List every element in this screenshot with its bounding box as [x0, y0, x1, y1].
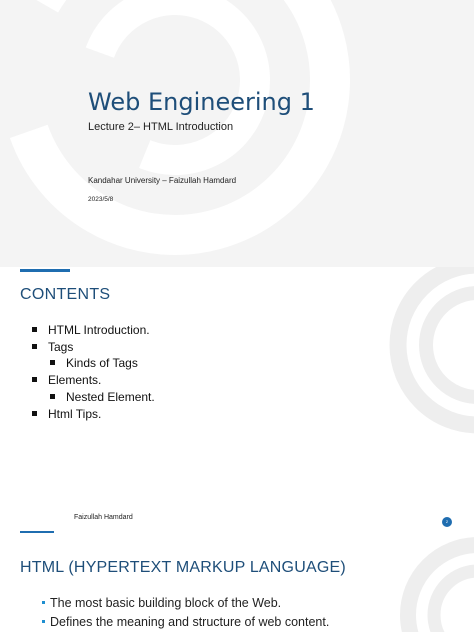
decorative-arcs-graphic [0, 0, 474, 267]
slide-heading: HTML (HYPERTEXT MARKUP LANGUAGE) [20, 559, 346, 576]
accent-bar [20, 269, 70, 272]
bullet-list [42, 594, 329, 632]
list-item: Nested Element. [50, 389, 155, 406]
page-number-badge: 2 [442, 517, 452, 527]
lecture-subtitle: Lecture 2– HTML Introduction [88, 121, 234, 133]
contents-heading: CONTENTS [20, 286, 111, 303]
list-item: The most basic building block of the Web. [42, 594, 329, 613]
html-intro-slide [0, 533, 474, 632]
presentation-date: 2023/5/8 [88, 196, 114, 203]
list-item: Html Tips. [32, 406, 155, 423]
contents-list [32, 322, 155, 422]
title-slide [0, 0, 474, 267]
list-item: Elements. [32, 372, 155, 389]
list-item: Defines the meaning and structure of web content. [42, 613, 329, 632]
author-line: Kandahar University – Faizullah Hamdard [88, 176, 237, 185]
slide-footer: Faizullah Hamdard [74, 514, 133, 521]
contents-slide [0, 267, 474, 533]
list-item: HTML Introduction. [32, 322, 155, 339]
list-item: Kinds of Tags [50, 355, 155, 372]
presentation-title: Web Engineering 1 [88, 88, 315, 116]
list-item: Tags [32, 339, 155, 356]
